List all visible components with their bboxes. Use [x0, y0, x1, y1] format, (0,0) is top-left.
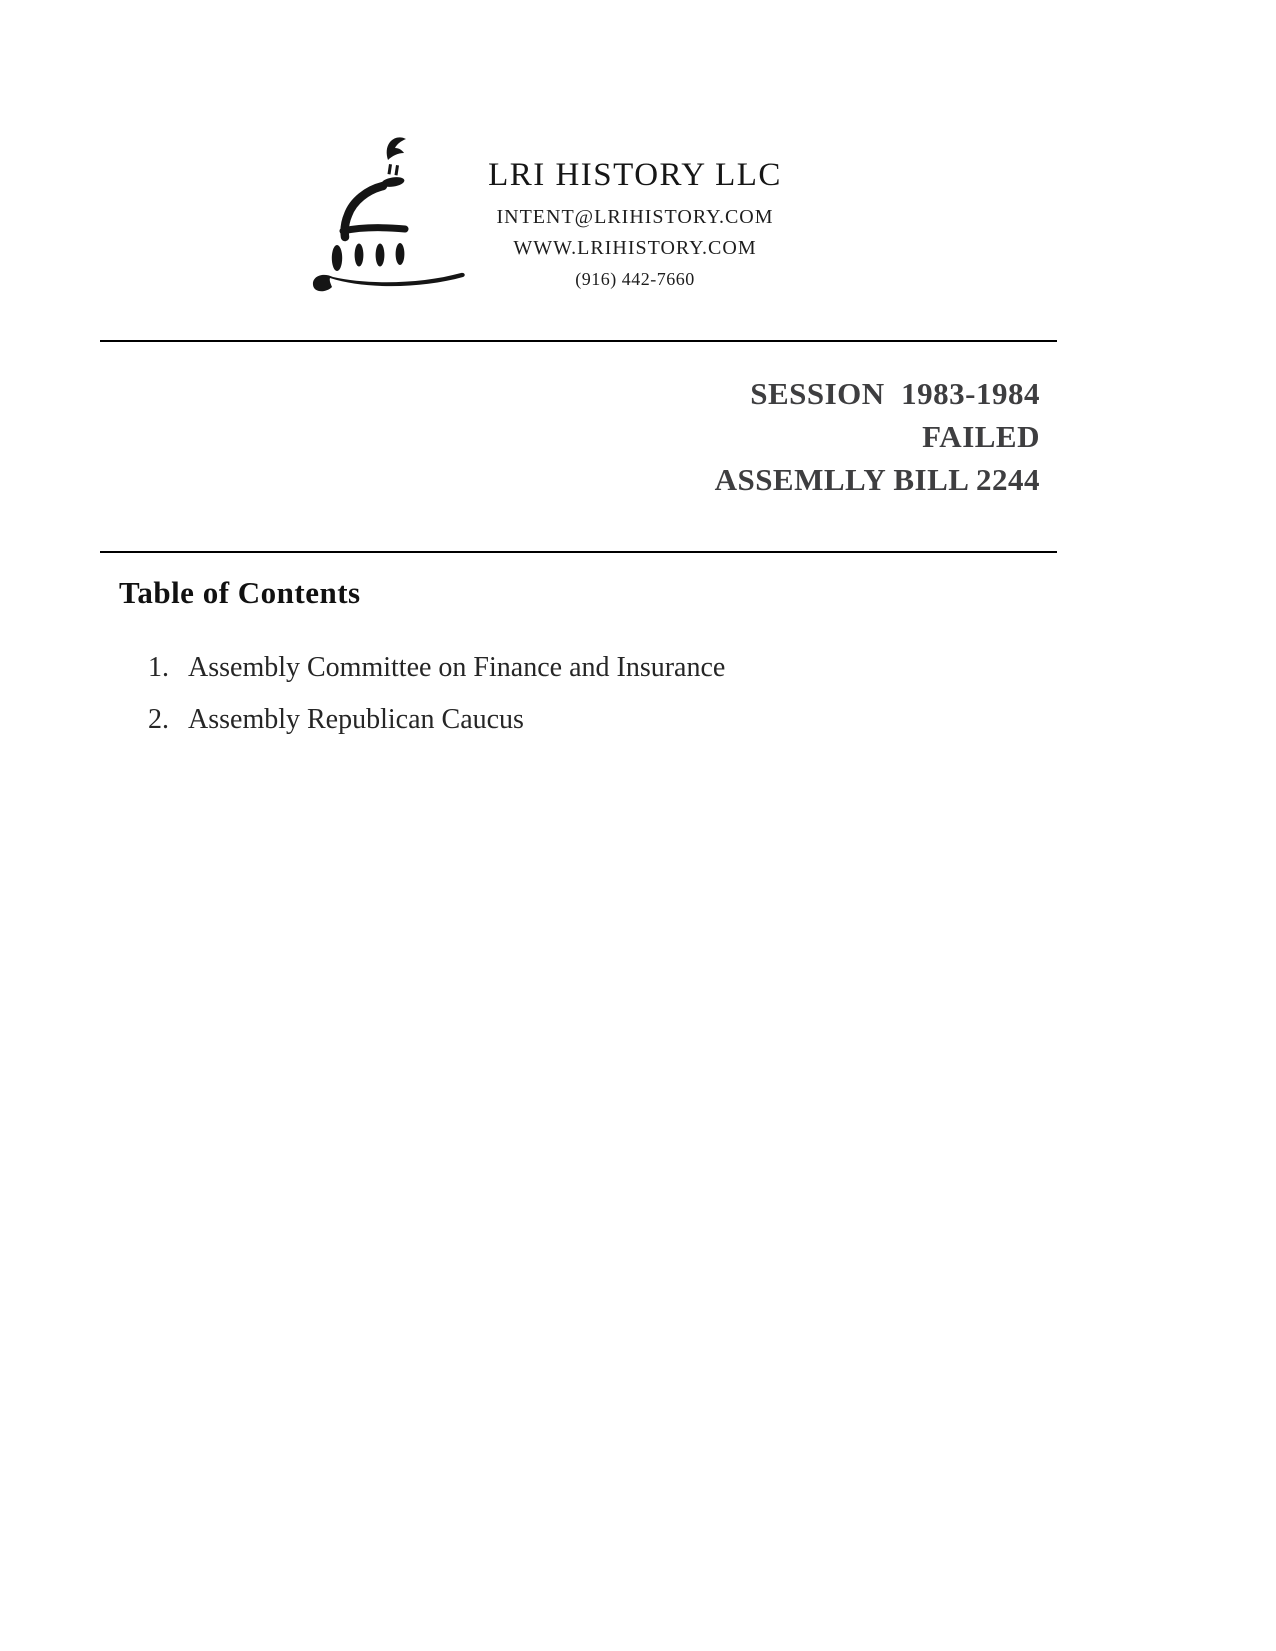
company-phone: (916) 442-7660 [575, 269, 695, 289]
bill-status: FAILED [922, 419, 1040, 454]
divider-bottom [100, 551, 1057, 553]
session-block [715, 372, 1040, 501]
toc-item-label: Assembly Republican Caucus [188, 704, 524, 735]
toc-list [148, 652, 725, 756]
company-email: INTENT@LRIHISTORY.COM [496, 206, 774, 228]
toc-item-label: Assembly Committee on Finance and Insurance [188, 652, 726, 683]
company-block [420, 156, 850, 290]
toc-item [148, 652, 725, 683]
divider-top [100, 340, 1057, 342]
toc-item-number: 2. [148, 704, 169, 735]
bill-number: ASSEMLLY BILL 2244 [714, 462, 1040, 497]
company-name: LRI HISTORY LLC [488, 157, 782, 193]
toc-title: Table of Contents [119, 575, 361, 610]
toc-item-number: 1. [148, 652, 169, 683]
company-website: WWW.LRIHISTORY.COM [513, 237, 757, 259]
toc-item [148, 704, 725, 735]
session-years: SESSION 1983-1984 [750, 376, 1040, 411]
